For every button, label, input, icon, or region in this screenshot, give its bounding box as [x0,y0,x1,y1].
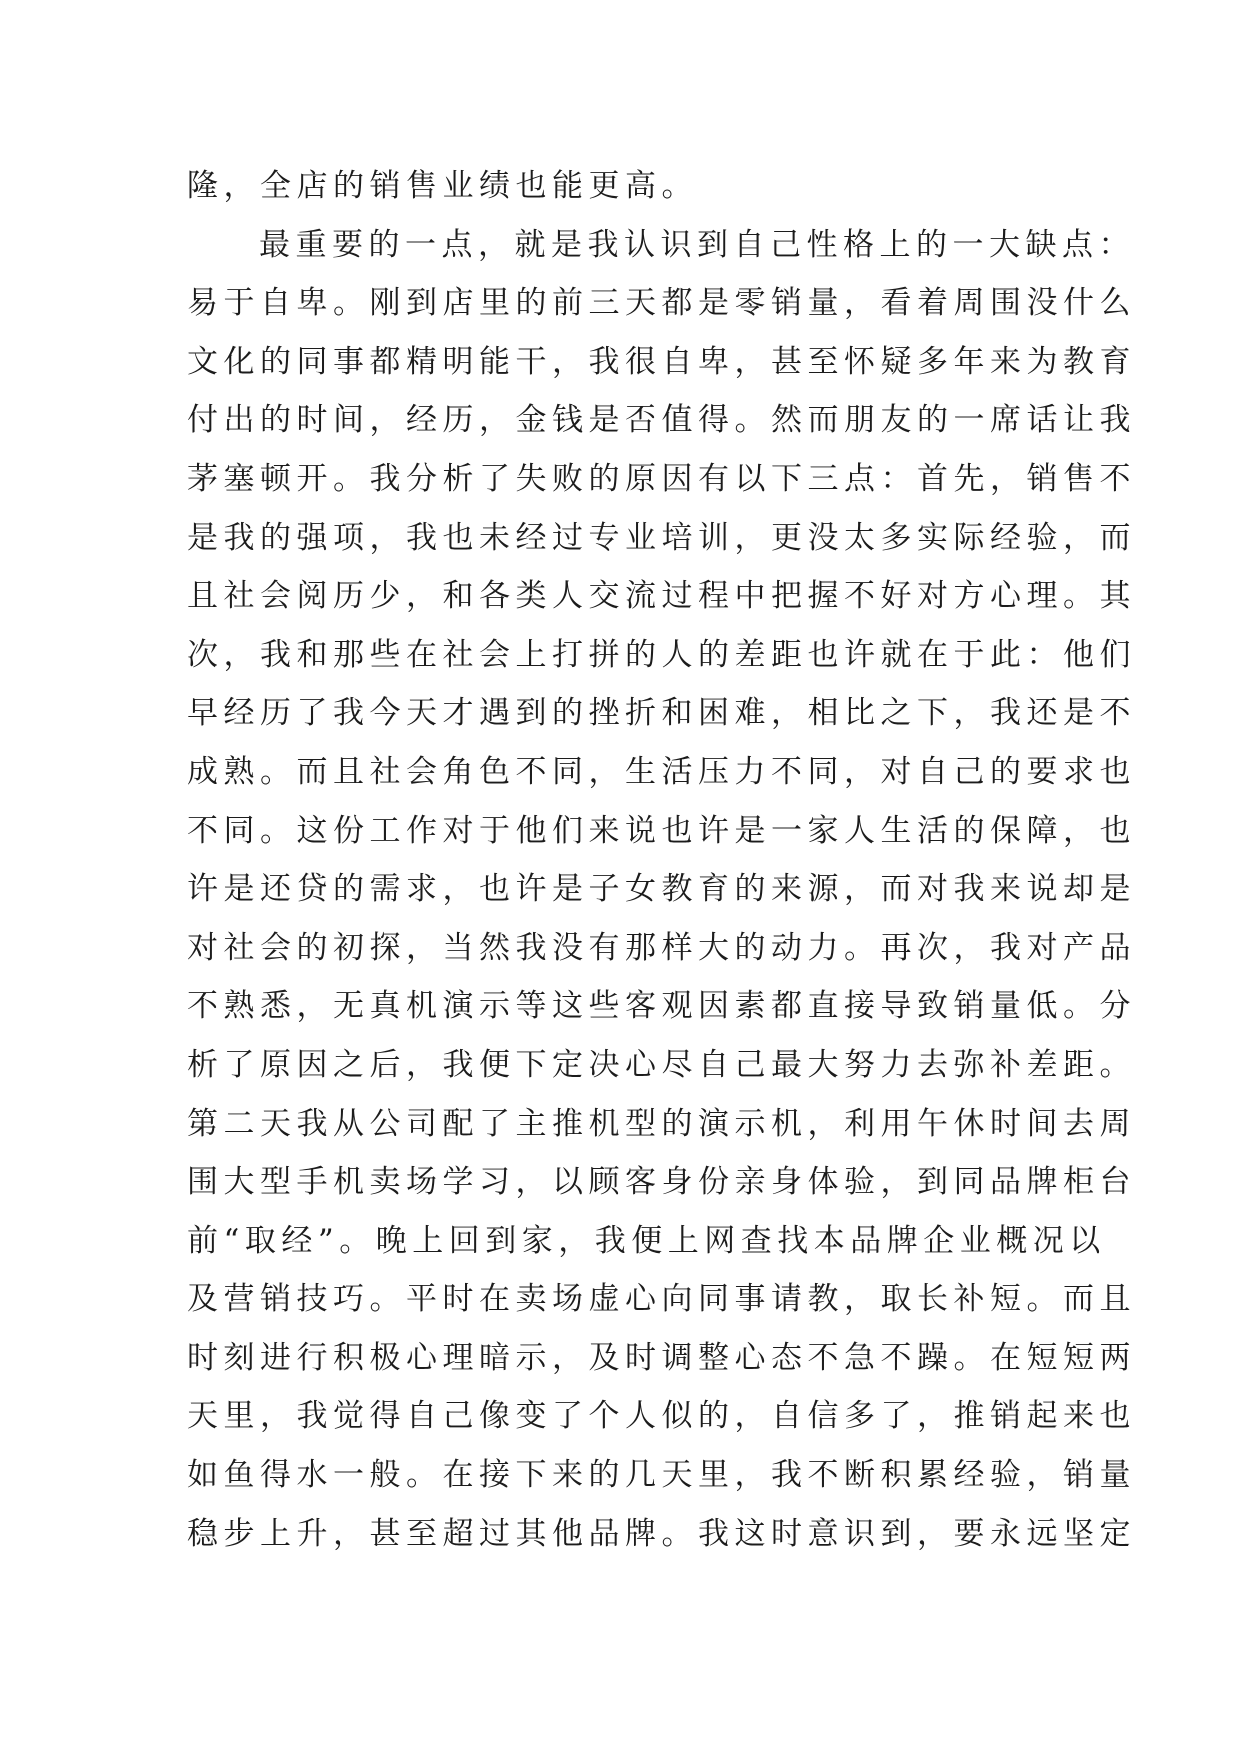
text-line: 天里，我觉得自己像变了个人似的，自信多了，推销起来也 [187,1398,1136,1435]
text-line: 成熟。而且社会角色不同，生活压力不同，对自己的要求也 [187,753,1136,790]
text-line: 许是还贷的需求，也许是子女教育的来源，而对我来说却是 [187,871,1136,908]
text-line: 且社会阅历少，和各类人交流过程中把握不好对方心理。其 [187,578,1136,615]
text-line: 围大型手机卖场学习，以顾客身份亲身体验，到同品牌柜台 [187,1164,1136,1201]
text-line: 易于自卑。刚到店里的前三天都是零销量，看着周围没什么 [187,285,1136,322]
text-line: 不同。这份工作对于他们来说也许是一家人生活的保障，也 [187,812,1136,849]
text-line: 次，我和那些在社会上打拼的人的差距也许就在于此：他们 [187,636,1136,673]
text-line: 对社会的初探，当然我没有那样大的动力。再次，我对产品 [187,929,1136,966]
text-line: 时刻进行积极心理暗示，及时调整心态不急不躁。在短短两 [187,1339,1136,1376]
text-line: 如鱼得水一般。在接下来的几天里，我不断积累经验，销量 [187,1457,1136,1494]
text-line: 析了原因之后，我便下定决心尽自己最大努力去弥补差距。 [187,1046,1136,1083]
text-line: 稳步上升，甚至超过其他品牌。我这时意识到，要永远坚定 [187,1515,1136,1552]
text-line: 是我的强项，我也未经过专业培训，更没太多实际经验，而 [187,519,1136,556]
text-line: 茅塞顿开。我分析了失败的原因有以下三点：首先，销售不 [187,460,1136,497]
text-line: 第二天我从公司配了主推机型的演示机，利用午休时间去周 [187,1105,1136,1142]
text-line: 及营销技巧。平时在卖场虚心向同事请教，取长补短。而且 [187,1281,1136,1318]
text-line: 文化的同事都精明能干，我很自卑，甚至怀疑多年来为教育 [187,343,1136,380]
text-line: 不熟悉，无真机演示等这些客观因素都直接导致销量低。分 [187,988,1136,1025]
text-line: 前“取经”。晚上回到家，我便上网查找本品牌企业概况以 [187,1222,1106,1259]
text-line-paragraph-start: 最重要的一点，就是我认识到自己性格上的一大缺点： [259,226,1135,263]
body-text [187,157,1136,1563]
text-line: 隆，全店的销售业绩也能更高。 [187,168,698,204]
text-line: 早经历了我今天才遇到的挫折和困难，相比之下，我还是不 [187,695,1136,732]
text-line: 付出的时间，经历，金钱是否值得。然而朋友的一席话让我 [187,402,1136,439]
